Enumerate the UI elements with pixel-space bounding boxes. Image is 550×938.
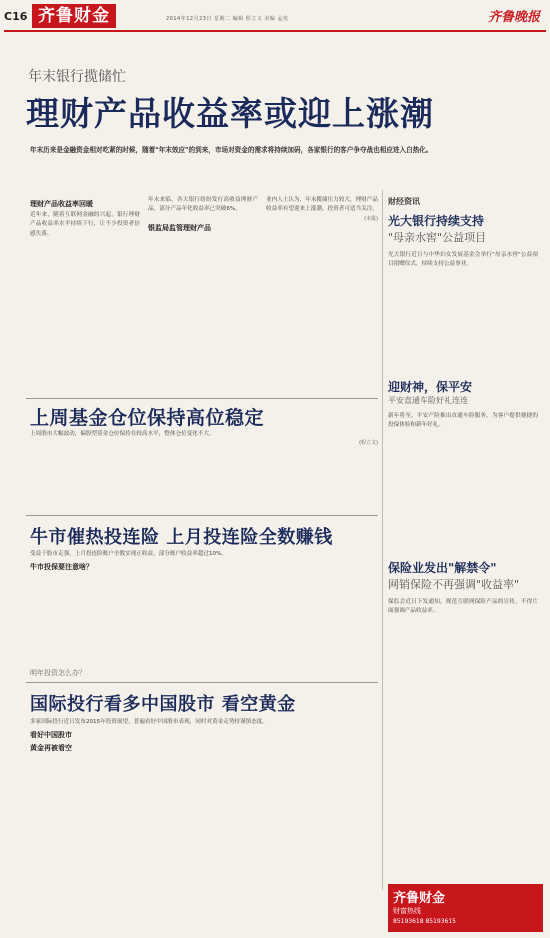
bottom-body: 多家国际投行近日发布2015年投资展望，普遍看好中国股市表现，同时对黄金走势持谨慎态度。	[30, 719, 268, 725]
mid-body: 上周股市大幅波动，偏股型基金仓位保持在较高水平，整体仓位变化不大。	[30, 431, 215, 437]
footer-ad	[388, 884, 543, 932]
lead-body-3: 业内人士认为，年末揽储压力较大，理财产品收益率有望迎来上涨潮，投资者可适当关注。	[266, 197, 378, 213]
section-brand: 齐鲁财金	[32, 4, 116, 28]
bottom-headline: 国际投行看多中国股市 看空黄金	[30, 694, 296, 715]
page-number: C16	[4, 10, 28, 23]
paper-logo: 齐鲁晚报	[487, 10, 540, 25]
masthead-rule	[4, 30, 546, 32]
mid-body-block	[30, 430, 378, 508]
lead-kicker: 年末银行揽储忙	[28, 69, 126, 85]
lead-column-2	[148, 196, 258, 376]
story2-body: 新年将至，平安产险推出直通车险服务，为客户提供便捷的投保体验和新年好礼。	[388, 413, 538, 429]
ad-logo: 齐鲁财金	[393, 891, 446, 906]
ad-line: 财富热线	[393, 907, 421, 915]
lead-paragraph: 年末历来是金融资金相对吃紧的时候，随着"年末效应"的到来，市场对资金的需求将持续加码，各家银行的客户争夺战也相应进入白热化。	[30, 146, 433, 154]
right-kicker: 财经资讯	[388, 197, 420, 206]
story2-headline: 迎财神，保平安	[388, 380, 473, 394]
lower-rule-top	[26, 515, 378, 516]
lower-body-block	[30, 550, 378, 660]
mid-rule-top	[26, 398, 378, 399]
story1-subhead: "母亲水窖"公益项目	[388, 231, 487, 244]
column-divider	[382, 190, 383, 890]
bottom-rule-top	[26, 682, 378, 683]
story2-subhead: 平安直通车险好礼连连	[388, 396, 468, 405]
lead-column-3	[266, 196, 378, 376]
story3-body: 保监会近日下发通知，规范互联网保险产品的宣传，不得片面强调产品收益率。	[388, 599, 538, 615]
lower-subhead: 牛市投保要注意啥？	[30, 563, 93, 572]
bottom-subhead-2: 黄金再被看空	[30, 744, 72, 753]
right-column	[388, 196, 538, 798]
lead-end-note: (本报)	[364, 215, 378, 222]
story3-headline: 保险业发出"解禁令"	[388, 561, 497, 575]
bottom-subhead-1: 看好中国股市	[30, 731, 72, 740]
mid-headline: 上周基金仓位保持高位稳定	[30, 407, 265, 429]
lower-note: 明年投资怎么办？	[30, 669, 86, 677]
story3-subhead: 网销保险不再强调"收益率"	[388, 578, 520, 591]
bottom-body-block	[30, 718, 378, 928]
edition-info: 2014年12月23日 星期二 编辑 程立文 美编 孟宪	[166, 16, 289, 22]
lead-headline: 理财产品收益率或迎上涨潮	[26, 94, 434, 133]
lower-headline: 牛市催热投连险 上月投连险全数赚钱	[30, 527, 333, 548]
lead-body-2: 年末来临，各大银行纷纷发行高收益理财产品，部分产品年化收益率已突破6%。	[148, 197, 258, 213]
ad-phone: 85193618 85193615	[393, 918, 456, 925]
lead-subhead-2: 银监局监管理财产品	[148, 223, 211, 232]
lower-body: 受益于股市走强，上月投连险账户全数实现正收益，部分账户收益率超过10%。	[30, 551, 228, 557]
lead-body-1: 近年来，随着互联网金融的兴起，银行理财产品收益率水平持续下行，让不少投资者倍感失落。	[30, 212, 140, 237]
mid-credit: (程立文)	[359, 440, 378, 447]
story1-body: 光大银行近日与中华妇女发展基金会举行"母亲水窖"公益项目捐赠仪式，持续支持公益事业。	[388, 252, 538, 268]
masthead	[0, 0, 550, 40]
story1-headline: 光大银行持续支持	[388, 214, 485, 228]
lead-column-1	[30, 196, 140, 376]
lead-subhead-1: 理财产品收益率回暖	[30, 200, 93, 208]
